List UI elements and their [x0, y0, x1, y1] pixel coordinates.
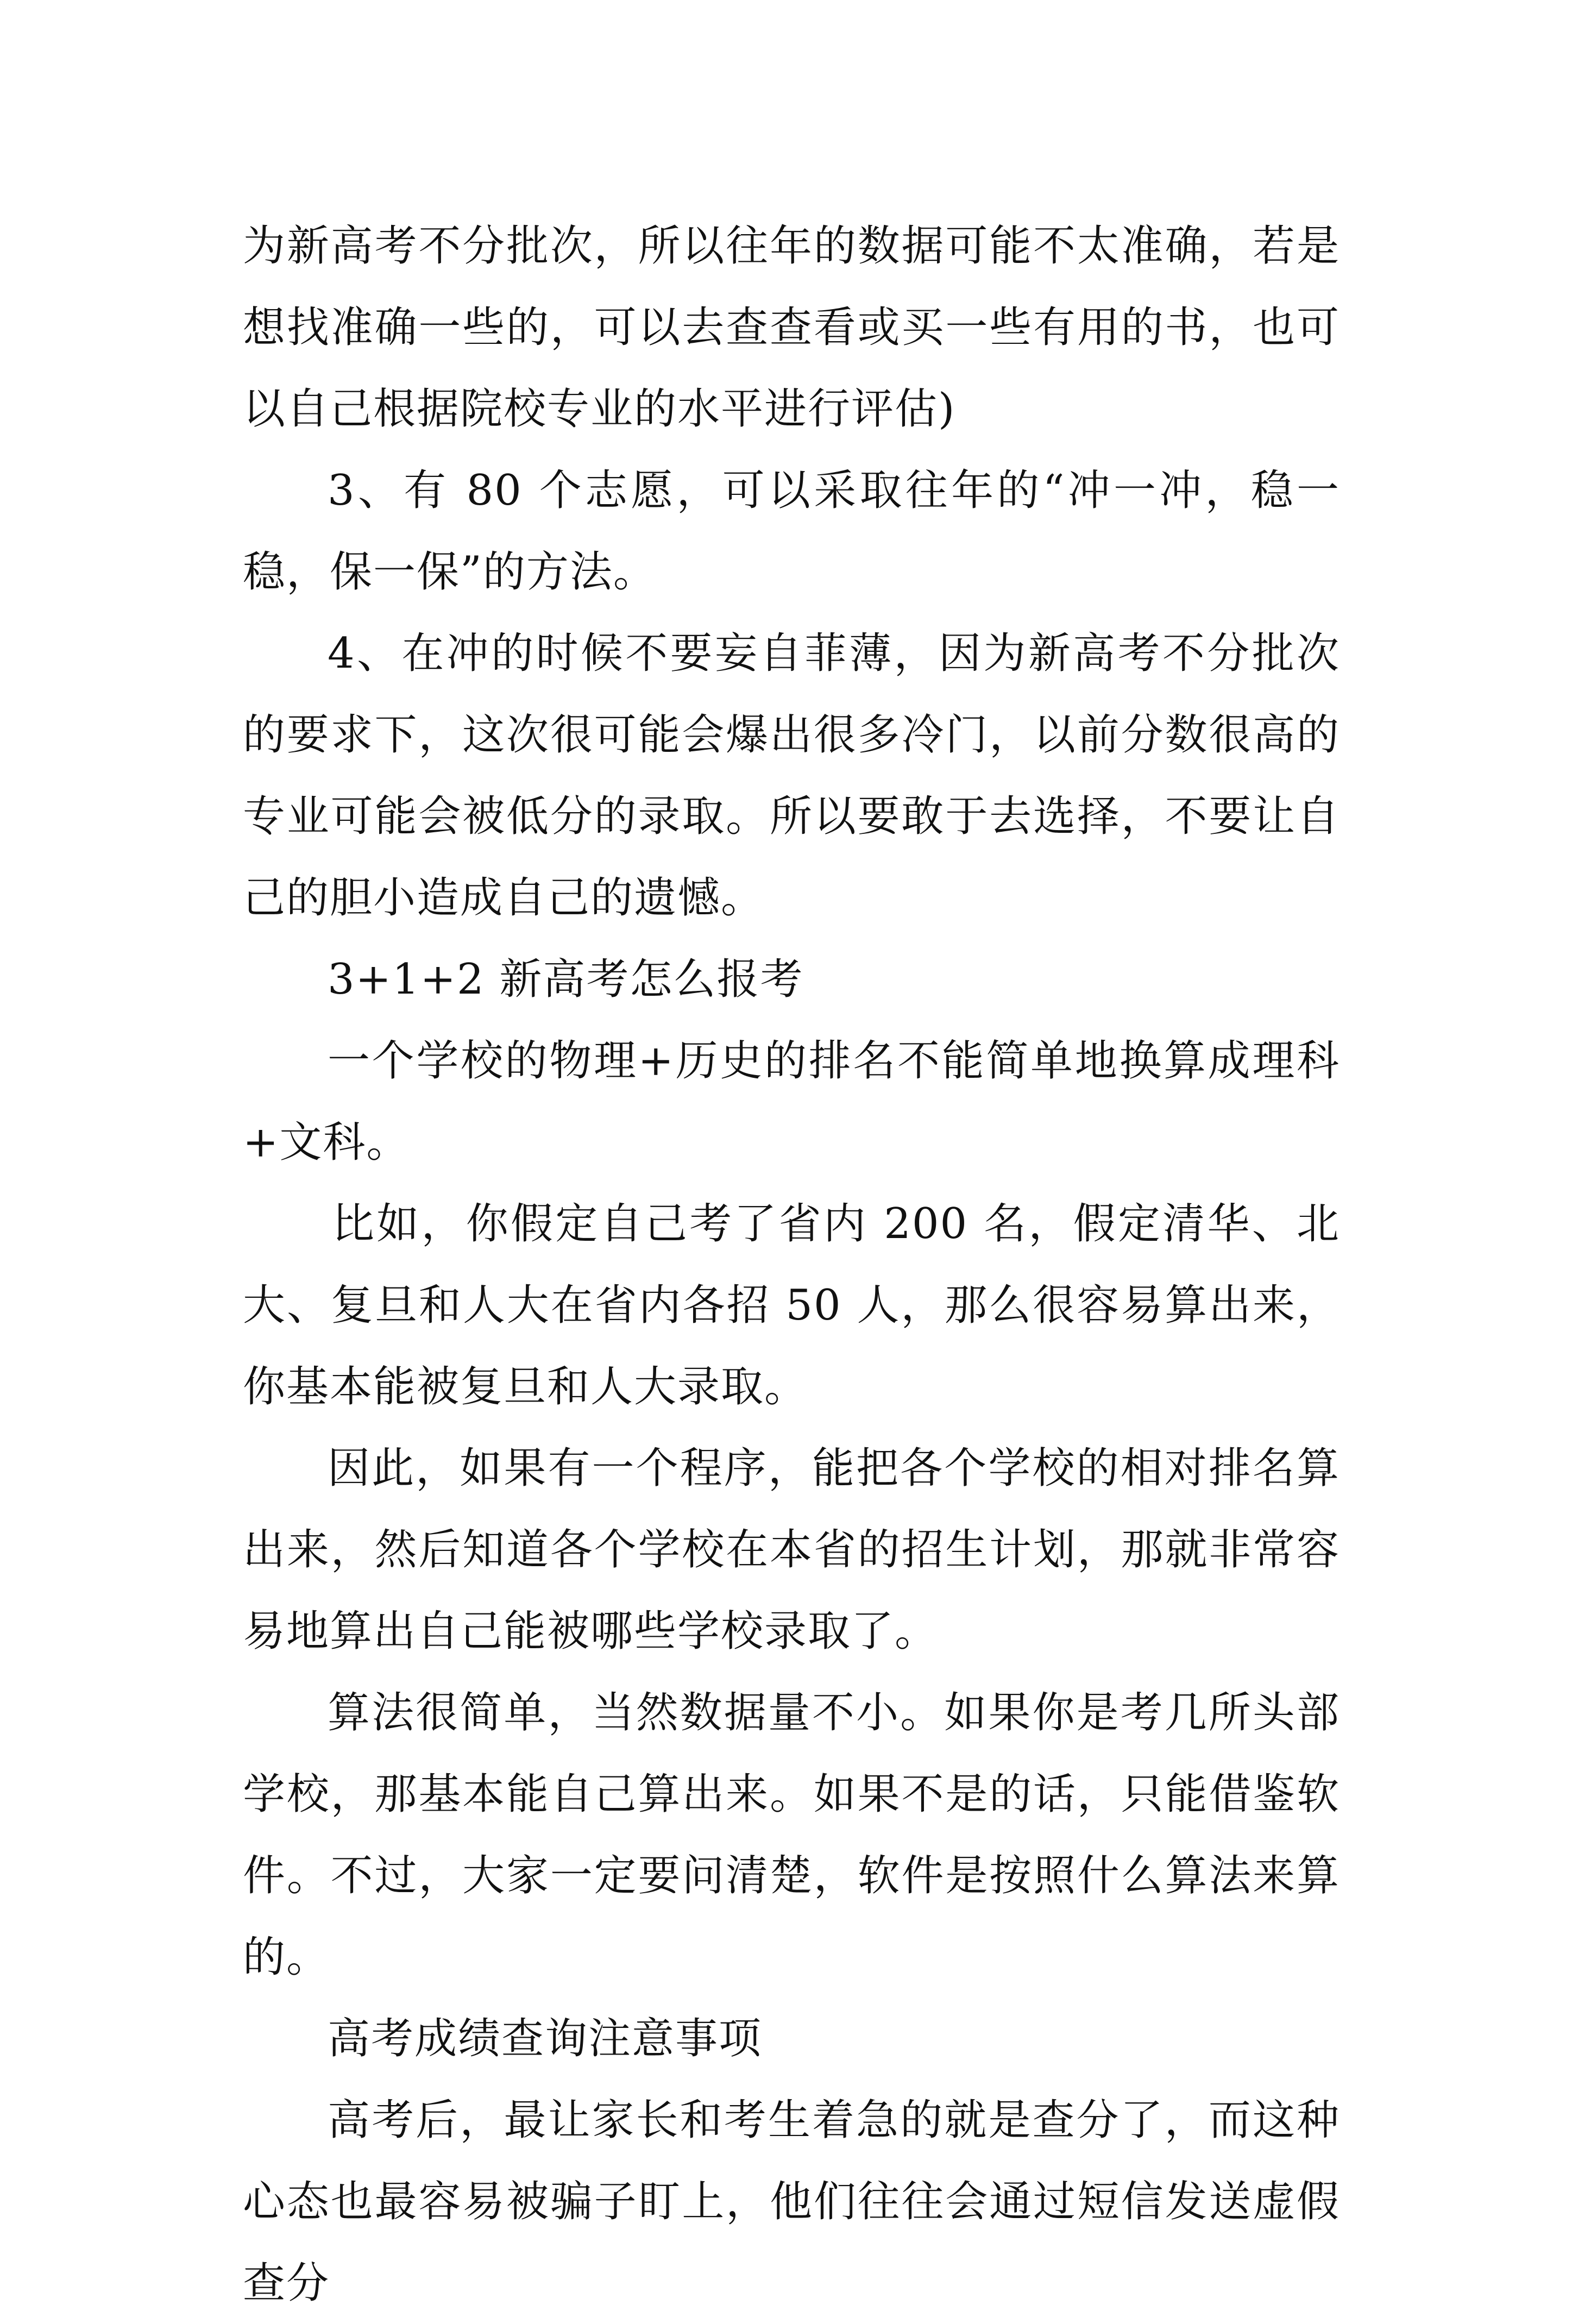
paragraph-point-4: 4、在冲的时候不要妄自菲薄，因为新高考不分批次的要求下，这次很可能会爆出很多冷门，以前分数很高的专业可能会被低分的录取。所以要敢于去选择，不要让自己的胆小造成自己的遗憾。 — [243, 629, 1340, 922]
paragraph-ranking: 一个学校的物理+历史的排名不能简单地换算成理科+文科。 — [243, 1037, 1340, 1167]
document-body — [243, 205, 1340, 2324]
paragraph-example: 比如，你假定自己考了省内 200 名，假定清华、北大、复旦和人大在省内各招 50 人，那么很容易算出来，你基本能被复旦和人大录取。 — [243, 1199, 1340, 1411]
paragraph-score-query: 高考后，最让家长和考生着急的就是查分了，而这种心态也最容易被骗子盯上，他们往往会通过短信发送虚假查分 — [243, 2096, 1340, 2308]
paragraph-point-3: 3、有 80 个志愿，可以采取往年的“冲一冲，稳一稳，保一保”的方法。 — [243, 466, 1340, 596]
paragraph-continuation: 为新高考不分批次，所以往年的数据可能不太准确，若是想找准确一些的，可以去查查看或买一些有用的书，也可以自己根据院校专业的水平进行评估) — [243, 222, 1340, 434]
section-heading-how-to-apply: 3+1+2 新高考怎么报考 — [328, 955, 804, 1004]
section-heading-score-query: 高考成绩查询注意事项 — [328, 2014, 763, 2063]
paragraph-algorithm: 算法很简单，当然数据量不小。如果你是考几所头部学校，那基本能自己算出来。如果不是的话，只能借鉴软件。不过，大家一定要问清楚，软件是按照什么算法来算的。 — [243, 1688, 1340, 1982]
paragraph-program: 因此，如果有一个程序，能把各个学校的相对排名算出来，然后知道各个学校在本省的招生计划，那就非常容易地算出自己能被哪些学校录取了。 — [243, 1444, 1340, 1656]
